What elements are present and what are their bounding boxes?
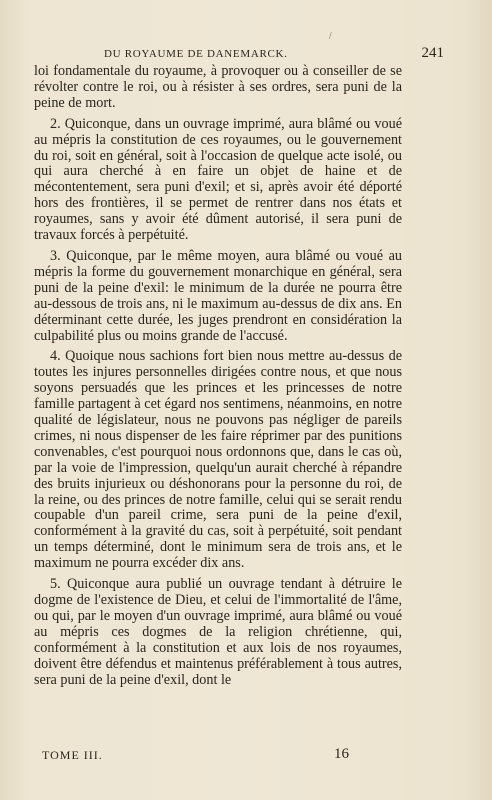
paragraph-continuation: loi fondamentale du royaume, à provoquer ou à conseiller de se révolter contre le roi, ou à résister à ses ordres, sera puni de la peine de mort.: [34, 63, 402, 111]
corner-mark: /: [329, 31, 332, 40]
paragraph-article-4: 4. Quoique nous sachions fort bien nous mettre au-dessus de toutes les injures personnelles dirigées contre nous, et que nous soyons persuadés que les princes et les princesses de notre famille partagent à cet égard nos sentimens, néanmoins, en notre qualité de législateur, nous ne pouvons pas négliger de pareils crimes, ni nous dispenser de les faire réprimer par des punitions convenables, c'est pourquoi nous ordonnons que, dans le cas où, par la voie de l'impression, quelqu'un aurait cherché à répandre des bruits injurieux ou déshonorans pour la personne du roi, de la reine, ou des princes de notre famille, celui qui se serait rendu coupable d'un pareil crime, sera puni de la peine d'exil, conformément à la gravité du cas, soit à perpétuité, soit pendant un temps déterminé, dont le minimum sera de trois ans, et le maximum ne pourra excéder dix ans.: [34, 348, 402, 572]
volume-label: TOME III.: [42, 748, 103, 762]
signature-mark: 16: [334, 746, 349, 762]
paragraph-article-5: 5. Quiconque aura publié un ouvrage tendant à détruire le dogme de l'existence de Dieu, et celui de l'immortalité de l'âme, ou qui, par le moyen d'un ouvrage imprimé, aura blâmé ou voué au mépris ces dogmes de la religion chrétienne, qui, conformément à la constitution et aux lois de nos royaumes, doivent être défendus et maintenus préférablement à tous autres, sera puni de la peine d'exil, dont le: [34, 576, 402, 688]
paragraph-article-3: 3. Quiconque, par le même moyen, aura blâmé ou voué au mépris la forme du gouvernement monarchique en général, sera puni de la peine d'exil: le minimum de la durée ne pourra être au-dessous de trois ans, ni le maximum au-dessus de dix ans. En déterminant cette durée, les juges prendront en considération la culpabilité plus ou moins grande de l'accusé.: [34, 247, 402, 344]
page-number: 241: [421, 45, 444, 61]
running-title: DU ROYAUME DE DANEMARCK.: [104, 48, 288, 60]
page-footer: [34, 748, 444, 766]
body-text: [34, 64, 402, 693]
paragraph-article-2: 2. Quiconque, dans un ouvrage imprimé, aura blâmé ou voué au mépris la constitution de ces royaumes, ou le gouvernement du roi, soit en général, soit à l'occasion de quelque acte isolé, ou qui aura cherché à en faire un objet de haine et de mécontentement, sera puni d'exil; et si, après avoir été déporté hors des frontières, il se permet de rentrer dans nos états et royaumes, sans y avoir été dûment autorisé, il sera puni de travaux forcés à perpétuité.: [34, 115, 402, 244]
